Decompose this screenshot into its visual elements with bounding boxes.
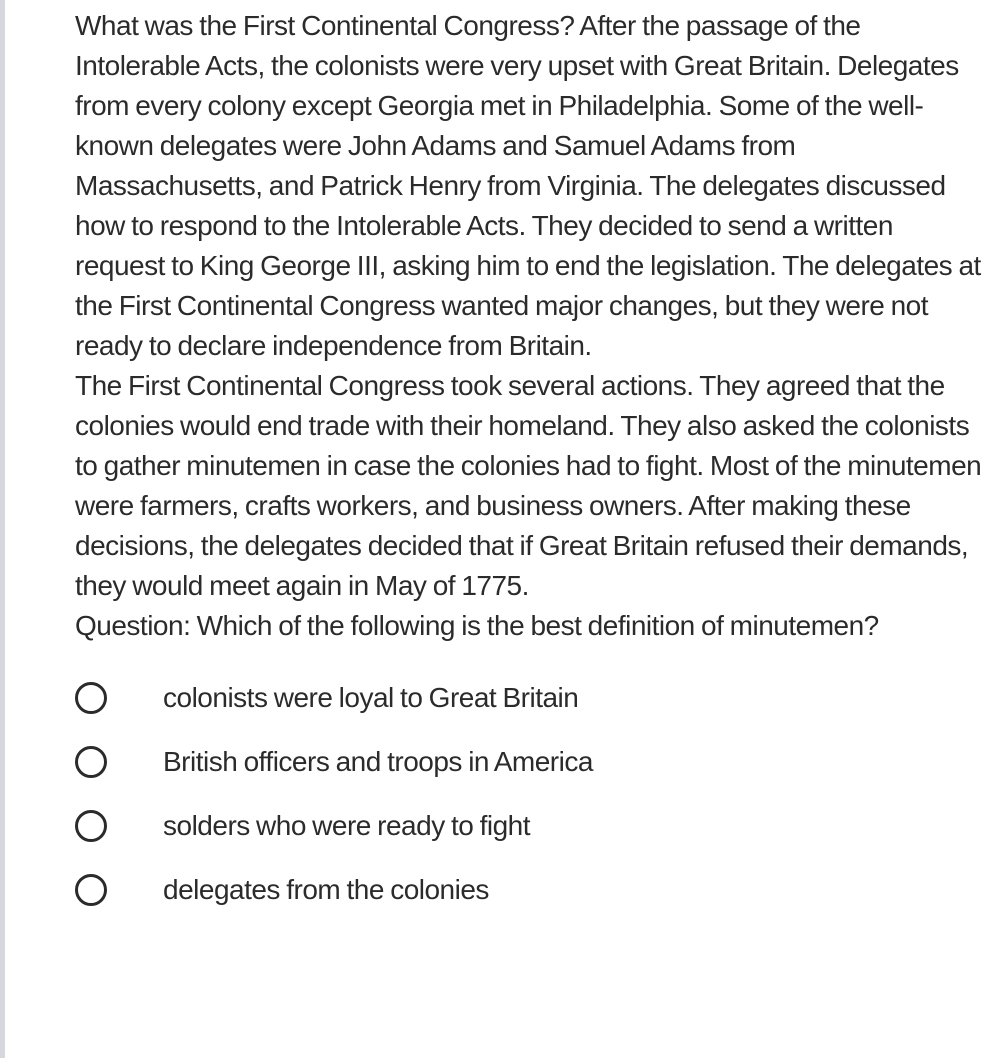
passage-paragraph-1: What was the First Continental Congress? After the passage of the Intolerable Acts, the colonists were very upset with Great Britain. Delegates from every colony except Georgia met in Philadelphia. Some of the well-known delegates were John Adams and Samuel Adams from Massachusetts, and Patrick Henry from Virginia. The delegates discussed how to respond to the Intolerable Acts. They decided to send a written request to King George III, asking him to end the legislation. The delegates at the First Continental Congress wanted major changes, but they were not ready to declare independence from Britain. (75, 10, 981, 361)
radio-button-icon[interactable] (75, 810, 107, 842)
answer-option-1[interactable] (75, 666, 984, 730)
left-border (0, 0, 5, 1058)
answer-option-2[interactable] (75, 730, 984, 794)
answer-option-label: colonists were loyal to Great Britain (163, 682, 579, 713)
radio-button-icon[interactable] (75, 746, 107, 778)
passage-paragraph-2: The First Continental Congress took several actions. They agreed that the colonies would end trade with their homeland. They also asked the colonists to gather minutemen in case the colonies had to fight. Most of the minutemen were farmers, crafts workers, and business owners. After making these decisions, the delegates decided that if Great Britain refused their demands, they would meet again in May of 1775. (75, 370, 982, 601)
answer-option-label: solders who were ready to fight (163, 810, 531, 841)
answer-option-label: delegates from the colonies (163, 874, 489, 905)
question-card (75, 6, 984, 922)
radio-button-icon[interactable] (75, 682, 107, 714)
answer-option-label: British officers and troops in America (163, 746, 593, 777)
question-text: Question: Which of the following is the best definition of minutemen? (75, 610, 879, 641)
answer-option-3[interactable] (75, 794, 984, 858)
answer-option-4[interactable] (75, 858, 984, 922)
radio-button-icon[interactable] (75, 874, 107, 906)
answer-options (75, 666, 984, 922)
